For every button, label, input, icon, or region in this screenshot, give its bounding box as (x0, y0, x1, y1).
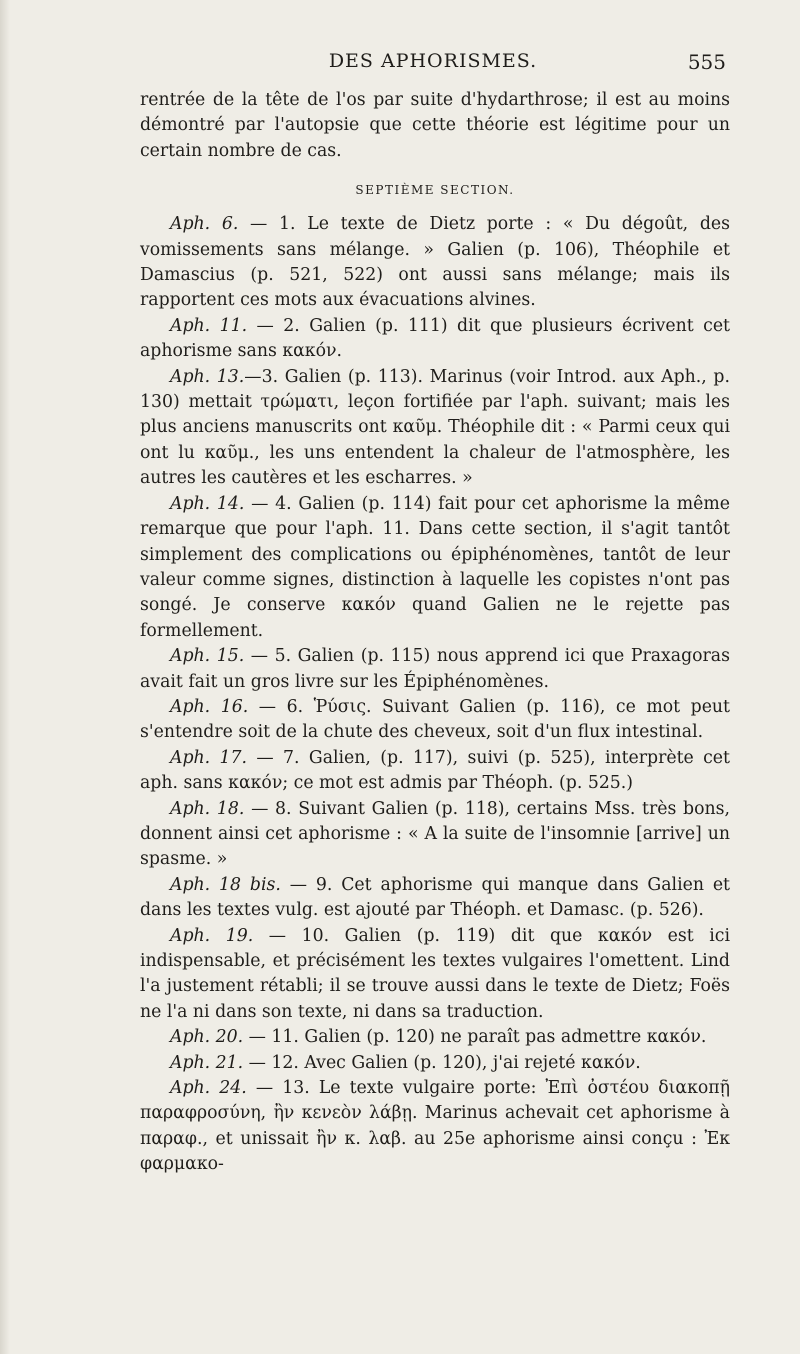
aphorism-text: — 6. Ῥύσις. Suivant Galien (p. 116), ce mot peut s'entendre soit de la chute des cheveux, soit d'un flux intestinal. (140, 696, 730, 743)
section-heading: SEPTIÈME SECTION. (355, 183, 515, 198)
aphorism-note (140, 492, 730, 644)
aphorism-note (140, 1051, 730, 1076)
aphorism-ref: Aph. 15. (170, 646, 245, 667)
aphorism-ref: Aph. 11. (170, 315, 248, 336)
aphorism-ref: Aph. 17. (170, 747, 248, 768)
aphorism-text: —3. Galien (p. 113). Marinus (voir Introd. aux Aph., p. 130) mettait τρώματι, leçon fortifiée par l'aph. suivant; mais les plus anciens manuscrits ont καῦμ. Théophile dit : « Parmi ceux qui ont lu καῦμ., les uns entendent la chaleur de l'atmosphère, les autres les cautères et les escharres. » (140, 366, 730, 489)
aphorism-note (140, 924, 730, 1026)
aphorism-ref: Aph. 13. (170, 366, 245, 387)
aphorism-ref: Aph. 20. (170, 1027, 244, 1048)
aphorism-text: — 13. Le texte vulgaire porte: Ἐπὶ ὀστέου διακοπῇ παραφροσύνη, ἢν κενεὸν λάβῃ. Marinus achevait cet aphorisme à παραφ., et unissait ἢν κ. λαβ. au 25e aphorisme ainsi conçu : Ἐκ φαρμακο- (140, 1078, 730, 1175)
aphorism-text: — 7. Galien, (p. 117), suivi (p. 525), interprète cet aph. sans κακόν; ce mot est admis par Théoph. (p. 525.) (140, 747, 730, 794)
aphorism-note (140, 695, 730, 746)
page-header (140, 50, 726, 80)
aphorism-note (140, 1025, 730, 1050)
aphorism-ref: Aph. 16. (170, 696, 249, 717)
aphorism-ref: Aph. 6. (170, 214, 239, 235)
aphorism-note (140, 365, 730, 492)
aphorism-text: — 11. Galien (p. 120) ne paraît pas admettre κακόν. (243, 1027, 707, 1048)
aphorism-note (140, 797, 730, 873)
aphorism-text: — 2. Galien (p. 111) dit que plusieurs écrivent cet aphorisme sans κακόν. (140, 315, 730, 362)
running-title: DES APHORISMES. (328, 50, 538, 72)
aphorism-ref: Aph. 24. (170, 1078, 247, 1099)
aphorism-text: — 1. Le texte de Dietz porte : « Du dégoût, des vomissements sans mélange. » Galien (p. 106), Théophile et Damascius (p. 521, 522) ont aussi sans mélange; mais ils rapportent ces mots aux évacuations alvines. (140, 214, 730, 311)
aphorism-ref: Aph. 18 bis. (170, 874, 281, 895)
aphorism-text: — 8. Suivant Galien (p. 118), certains Mss. très bons, donnent ainsi cet aphorisme : « A la suite de l'insomnie [arrive] un spasme. » (140, 798, 730, 870)
continuation-paragraph: rentrée de la tête de l'os par suite d'hydarthrose; il est au moins démontré par l'autopsie que cette théorie est légitime pour un certain nombre de cas. (140, 90, 730, 161)
aphorism-text: — 4. Galien (p. 114) fait pour cet aphorisme la même remarque que pour l'aph. 11. Dans cette section, il s'agit tantôt simplement des complications ou épiphénomènes, tantôt de leur valeur comme signes, distinction à laquelle les copistes n'ont pas songé. Je conserve κακόν quand Galien ne le rejette pas formellement. (140, 493, 730, 641)
aphorism-ref: Aph. 14. (170, 493, 245, 514)
aphorism-ref: Aph. 21. (170, 1052, 244, 1073)
aphorism-text: — 12. Avec Galien (p. 120), j'ai rejeté κακόν. (243, 1052, 641, 1073)
aphorism-ref: Aph. 18. (170, 798, 245, 819)
body-text (140, 88, 730, 1178)
aphorism-note (140, 873, 730, 924)
aphorism-text: — 5. Galien (p. 115) nous apprend ici que Praxagoras avait fait un gros livre sur les Épiphénomènes. (140, 646, 730, 692)
aphorism-ref: Aph. 19. (170, 925, 254, 946)
aphorism-note (140, 746, 730, 797)
aphorism-note (140, 314, 730, 365)
aphorism-note (140, 1076, 730, 1178)
aphorism-note (140, 644, 730, 695)
aphorism-text: — 9. Cet aphorisme qui manque dans Galien et dans les textes vulg. est ajouté par Théoph. et Damasc. (p. 526). (140, 874, 730, 921)
aphorism-note (140, 212, 730, 314)
aphorism-text: — 10. Galien (p. 119) dit que κακόν est ici indispensable, et précisément les textes vulgaires l'omettent. Lind l'a justement rétabli; il se trouve aussi dans le texte de Dietz; Foës ne l'a ni dans son texte, ni dans sa traduction. (140, 925, 730, 1022)
page-number: 555 (687, 50, 726, 74)
